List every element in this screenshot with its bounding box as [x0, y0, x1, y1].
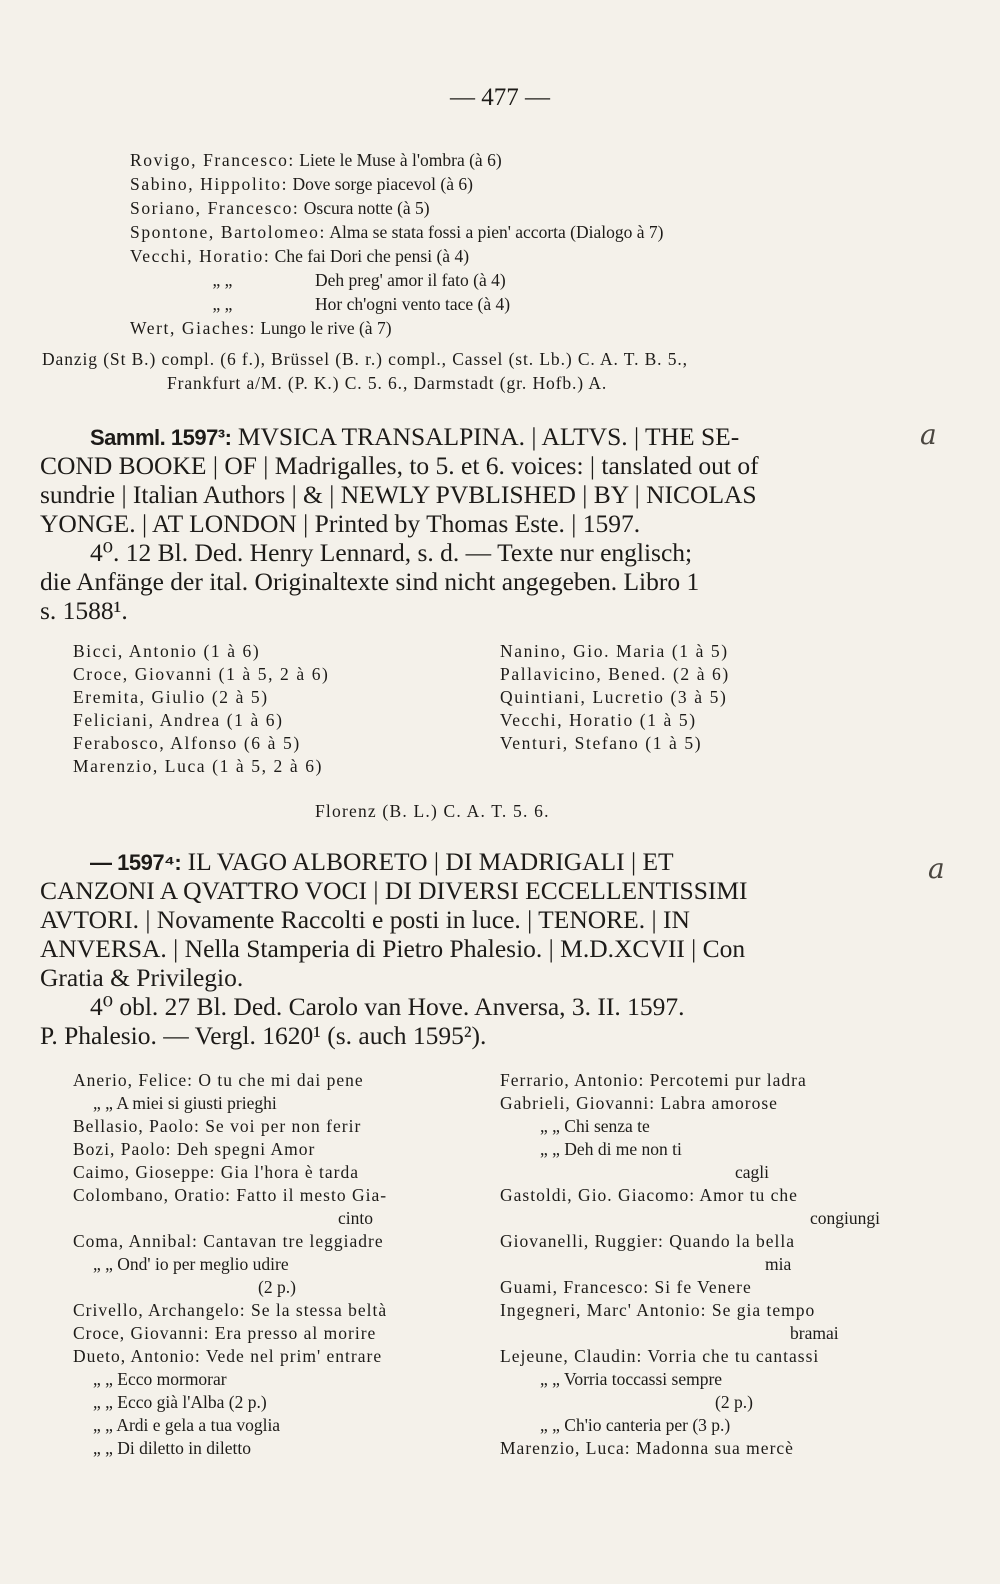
composer-column-right: [500, 640, 730, 755]
entry-line: sundrie | Italian Authors | & | NEWLY PVBLISHED | BY | NICOLAS: [40, 480, 757, 509]
list-item: Nanino, Gio. Maria (1 à 5): [500, 641, 729, 661]
entry-label: Samml. 1597³:: [90, 425, 232, 450]
list-item: „ „ A miei si giusti prieghi: [93, 1093, 277, 1113]
list-item: Gabrieli, Giovanni: Labra amorose: [500, 1093, 778, 1113]
list-item: [130, 316, 890, 340]
entry-line: YONGE. | AT LONDON | Printed by Thomas Este. | 1597.: [40, 509, 641, 538]
entry-line: P. Phalesio. — Vergl. 1620¹ (s. auch 1595²).: [40, 1021, 487, 1050]
work-title: Alma se stata fossi a pien' accorta (Dialogo à 7): [329, 222, 664, 242]
list-item: Marenzio, Luca (1 à 5, 2 à 6): [73, 756, 323, 776]
list-item: „ „ Di diletto in diletto: [93, 1438, 251, 1458]
entry-line: CANZONI A QVATTRO VOCI | DI DIVERSI ECCELLENTISSIMI: [40, 876, 748, 905]
list-item: Ferabosco, Alfonso (6 à 5): [73, 733, 301, 753]
entry-line: ANVERSA. | Nella Stamperia di Pietro Phalesio. | M.D.XCVII | Con: [40, 934, 746, 963]
ditto-mark: „ „: [212, 294, 233, 314]
list-item: Feliciani, Andrea (1 à 6): [73, 710, 284, 730]
list-item: [130, 220, 890, 244]
ditto-mark: „ „: [212, 270, 233, 290]
entry-line: AVTORI. | Novamente Raccolti e posti in luce. | TENORE. | IN: [40, 905, 690, 934]
list-item: [130, 172, 890, 196]
list-item: mia: [765, 1254, 792, 1274]
list-item: „ „ Ecco già l'Alba (2 p.): [93, 1392, 267, 1412]
list-item: Gastoldi, Gio. Giacomo: Amor tu che: [500, 1185, 798, 1205]
list-item: Venturi, Stefano (1 à 5): [500, 733, 703, 753]
list-item: Colombano, Oratio: Fatto il mesto Gia-: [73, 1185, 388, 1205]
list-item: [130, 268, 890, 292]
composer-column-left: [73, 1069, 473, 1460]
list-item: Coma, Annibal: Cantavan tre leggiadre: [73, 1231, 384, 1251]
list-item: „ „ Ecco mormorar: [93, 1369, 227, 1389]
entry-line: Samml. 1597³: MVSICA TRANSALPINA. | ALTVS. | THE SE-: [90, 422, 740, 451]
composer-name: Sabino, Hippolito:: [130, 174, 289, 194]
list-item: Ingegneri, Marc' Antonio: Se gia tempo: [500, 1300, 816, 1320]
margin-annotation: a: [920, 418, 937, 451]
work-title: Hor ch'ogni vento tace (à 4): [315, 294, 511, 314]
page-number: — 477 —: [450, 84, 550, 111]
list-item: Vecchi, Horatio (1 à 5): [500, 710, 697, 730]
list-item: Caimo, Gioseppe: Gia l'hora è tarda: [73, 1162, 359, 1182]
list-item: „ „ Ardi e gela a tua voglia: [93, 1415, 281, 1435]
entry-line: die Anfänge der ital. Originaltexte sind nicht angegeben. Libro 1: [40, 567, 700, 596]
list-item: „ „ Ch'io canteria per (3 p.): [540, 1415, 731, 1435]
margin-annotation: a: [928, 852, 945, 885]
list-item: Bicci, Antonio (1 à 6): [73, 641, 261, 661]
entry-line: Gratia & Privilegio.: [40, 963, 244, 992]
list-item: Marenzio, Luca: Madonna sua mercè: [500, 1438, 794, 1458]
list-item: Pallavicino, Bened. (2 à 6): [500, 664, 730, 684]
work-title: Liete le Muse à l'ombra (à 6): [299, 150, 502, 170]
composer-column-right: [500, 1069, 900, 1460]
list-item: (2 p.): [715, 1392, 753, 1412]
list-item: bramai: [790, 1323, 839, 1343]
entry-line: s. 1588¹.: [40, 596, 128, 625]
list-item: Dueto, Antonio: Vede nel prim' entrare: [73, 1346, 383, 1366]
work-title: Lungo le rive (à 7): [260, 318, 392, 338]
list-item: Guami, Francesco: Si fe Venere: [500, 1277, 752, 1297]
list-item: Bellasio, Paolo: Se voi per non ferir: [73, 1116, 362, 1136]
list-item: „ „ Vorria toccassi sempre: [540, 1369, 723, 1389]
list-item: Anerio, Felice: O tu che mi dai pene: [73, 1070, 364, 1090]
composer-name: Vecchi, Horatio:: [130, 246, 271, 266]
list-item: cinto: [338, 1208, 373, 1228]
work-title: Dove sorge piacevol (à 6): [292, 174, 473, 194]
composer-column-left: [73, 640, 329, 778]
composer-name: Spontone, Bartolomeo:: [130, 222, 326, 242]
list-item: Crivello, Archangelo: Se la stessa beltà: [73, 1300, 388, 1320]
list-item: Lejeune, Claudin: Vorria che tu cantassi: [500, 1346, 820, 1366]
entry-1597-3: [40, 422, 910, 625]
composer-name: Rovigo, Francesco:: [130, 150, 295, 170]
list-item: Croce, Giovanni (1 à 5, 2 à 6): [73, 664, 330, 684]
entry-1597-4: [40, 847, 910, 1050]
work-title: Che fai Dori che pensi (à 4): [274, 246, 470, 266]
holdings-locations: Florenz (B. L.) C. A. T. 5. 6.: [315, 801, 550, 821]
holdings-locations: [42, 347, 688, 395]
list-item: Quintiani, Lucretio (3 à 5): [500, 687, 728, 707]
locations-line: Frankfurt a/M. (P. K.) C. 5. 6., Darmstadt (gr. Hofb.) A.: [167, 373, 608, 393]
list-item: Bozi, Paolo: Deh spegni Amor: [73, 1139, 316, 1159]
entry-line: — 1597⁴: IL VAGO ALBORETO | DI MADRIGALI | ET: [90, 847, 674, 876]
list-item: „ „ Ond' io per meglio udire: [93, 1254, 289, 1274]
locations-line: Danzig (St B.) compl. (6 f.), Brüssel (B. r.) compl., Cassel (st. Lb.) C. A. T. B. 5.,: [42, 349, 688, 369]
work-title: Deh preg' amor il fato (à 4): [315, 270, 506, 290]
top-composer-list: [130, 148, 890, 340]
list-item: [130, 244, 890, 268]
list-item: [130, 292, 890, 316]
list-item: Ferrario, Antonio: Percotemi pur ladra: [500, 1070, 807, 1090]
list-item: (2 p.): [258, 1277, 296, 1297]
composer-name: Soriano, Francesco:: [130, 198, 300, 218]
entry-label: — 1597⁴:: [90, 850, 182, 875]
list-item: Eremita, Giulio (2 à 5): [73, 687, 269, 707]
entry-line: 4⁰ obl. 27 Bl. Ded. Carolo van Hove. Anversa, 3. II. 1597.: [90, 992, 685, 1021]
composer-name: Wert, Giaches:: [130, 318, 256, 338]
list-item: cagli: [735, 1162, 770, 1182]
list-item: Giovanelli, Ruggier: Quando la bella: [500, 1231, 796, 1251]
list-item: [130, 148, 890, 172]
list-item: Croce, Giovanni: Era presso al morire: [73, 1323, 377, 1343]
entry-line: 4⁰. 12 Bl. Ded. Henry Lennard, s. d. — Texte nur englisch;: [90, 538, 693, 567]
list-item: [130, 196, 890, 220]
list-item: „ „ Deh di me non ti: [540, 1139, 682, 1159]
work-title: Oscura notte (à 5): [303, 198, 430, 218]
list-item: congiungi: [810, 1208, 880, 1228]
entry-line: COND BOOKE | OF | Madrigalles, to 5. et 6. voices: | tanslated out of: [40, 451, 759, 480]
list-item: „ „ Chi senza te: [540, 1116, 650, 1136]
